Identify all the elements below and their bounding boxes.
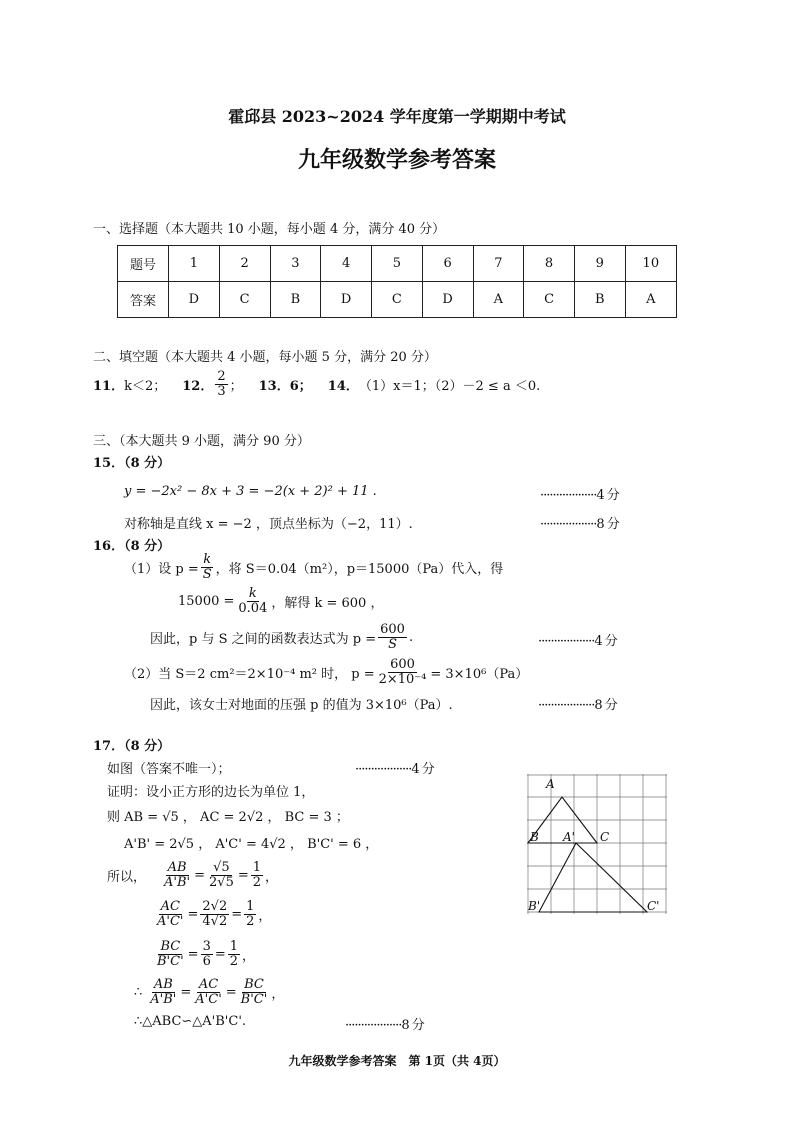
ratio-tail: ， <box>265 869 279 885</box>
table-cell: B <box>270 282 321 318</box>
fraction-denominator: 6 <box>202 953 211 969</box>
table-row <box>118 282 677 318</box>
q17-score-2: ··················8 分 <box>345 1018 424 1033</box>
ratio-fraction <box>244 900 256 928</box>
q16-line4 <box>124 658 528 686</box>
fraction-numerator: AB <box>167 860 187 875</box>
fraction-numerator: BC <box>244 977 264 992</box>
fraction-numerator: 1 <box>246 899 255 914</box>
q15-score-1: ··················4 分 <box>540 488 619 503</box>
fraction-numerator: 2√2 <box>202 899 228 914</box>
fraction-denominator: 2×10⁻⁴ <box>378 671 427 687</box>
q17-line2: 证明：设小正方形的边长为单位 1， <box>107 785 315 800</box>
ratio-fraction <box>193 978 223 1006</box>
fraction-denominator: 0.04 <box>238 600 268 616</box>
fraction-denominator: 2 <box>229 953 239 969</box>
ratio-fraction <box>251 861 263 889</box>
fraction-numerator: AC <box>198 977 219 992</box>
ratio-fraction <box>201 940 213 968</box>
q17-score-1: ··················4 分 <box>355 762 434 777</box>
ratio-fraction <box>148 978 178 1006</box>
q16-line3-a: 因此，p 与 S 之间的函数表达式为 p = <box>150 631 377 647</box>
section1-heading: 一、选择题（本大题共 10 小题，每小题 4 分，满分 40 分） <box>93 222 446 237</box>
fraction-numerator: AC <box>160 899 180 914</box>
table-cell: 3 <box>270 246 321 282</box>
ratio-row-4: ∴ $\frac{AB}{A'B'}$ = $\frac{AC}{A'C'}$ = $\frac{BC}{B'C'}$ ， <box>134 977 285 1007</box>
fraction-denominator: 2 <box>252 874 262 890</box>
q16-score-2: ··················8 分 <box>538 698 617 713</box>
fraction-numerator: BC <box>160 939 181 954</box>
fraction-denominator: A'C' <box>157 913 184 929</box>
table-cell: 6 <box>422 246 473 282</box>
q16-fraction-3 <box>378 623 407 651</box>
figure-label-a: A <box>546 777 555 791</box>
table-cell: D <box>321 282 372 318</box>
fraction-denominator: A'B' <box>164 874 191 890</box>
table-cell: 8 <box>524 246 575 282</box>
fraction-numerator: 3 <box>202 939 211 954</box>
q14-answer: （1）x＝1；（2）－2 ≤ a ＜0. <box>358 378 541 394</box>
table-row <box>118 246 677 282</box>
figure-label-a1: A' <box>563 830 575 844</box>
q15-score-2: ··················8 分 <box>540 517 619 532</box>
figure-label-c1: C' <box>647 899 660 913</box>
table-cell: D <box>422 282 473 318</box>
table-cell: C <box>219 282 270 318</box>
q16-line2-b: ，解得 k = 600 ， <box>271 595 384 611</box>
fraction-numerator: 600 <box>390 657 415 672</box>
q16-fraction-4 <box>377 658 429 686</box>
ratio-tail: ， <box>258 908 272 924</box>
q17-line3: 则 AB = √5 ， AC = 2√2 ， BC = 3 ； <box>107 810 349 825</box>
fraction-numerator: 1 <box>252 860 262 875</box>
q16-line3-b: . <box>408 629 414 645</box>
section3-heading: 三、（本大题共 9 小题，满分 90 分） <box>93 434 310 449</box>
ratio-tail: ， <box>242 948 256 964</box>
q17-label: 17．（8 分） <box>93 739 171 754</box>
ratio-fraction <box>155 900 185 928</box>
table-row-label: 题号 <box>118 246 169 282</box>
fraction-numerator: 600 <box>380 622 405 637</box>
answer-table <box>117 245 677 318</box>
q17-line4: A'B' = 2√5 ， A'C' = 4√2 ， B'C' = 6 ， <box>124 837 379 852</box>
ratio-row-2: $\frac{AC}{A'C'}$ = $\frac{2√2}{4√2}$ = $\frac{1}{2}$ ， <box>157 899 272 929</box>
table-cell: 7 <box>473 246 524 282</box>
q12-fraction <box>215 370 227 398</box>
table-cell: C <box>524 282 575 318</box>
ratio-fraction <box>239 978 270 1006</box>
q15-equation: y = −2x² − 8x + 3 = −2(x + 2)² + 11 . <box>124 484 377 499</box>
ratio-fraction <box>162 861 192 889</box>
q16-line2-a: 15000 = <box>178 593 235 609</box>
therefore-symbol: ∴ <box>134 984 143 1000</box>
table-cell: 10 <box>625 246 676 282</box>
fraction-denominator: A'C' <box>195 991 222 1007</box>
figure-label-b1: B' <box>528 899 541 913</box>
q14-number: 14． <box>327 378 359 394</box>
table-cell: B <box>574 282 625 318</box>
page-footer: 九年级数学参考答案 第 1页（共 4页） <box>288 1054 506 1068</box>
ratio-fraction <box>200 900 229 928</box>
q16-line3 <box>150 623 413 651</box>
q12-tail: ； <box>229 378 243 394</box>
fraction-denominator: B'C' <box>157 953 184 969</box>
triangle-a1b1c1 <box>539 843 647 912</box>
triangle-grid-figure <box>527 774 667 914</box>
q16-line2 <box>178 587 383 615</box>
table-cell: 2 <box>219 246 270 282</box>
fraction-denominator: 4√2 <box>202 913 228 929</box>
q16-line4-b: = 3×10⁶（Pa） <box>430 666 529 682</box>
so-prefix: 所以， <box>107 869 147 885</box>
fraction-numerator: k <box>203 552 212 567</box>
q16-fraction-1 <box>201 553 214 581</box>
table-cell: A <box>473 282 524 318</box>
table-cell: D <box>168 282 219 318</box>
similarity-conclusion: ∴△ABC∽△A'B'C'. <box>134 1014 247 1029</box>
fraction-numerator: √5 <box>213 860 230 875</box>
q16-line1 <box>124 553 503 581</box>
ratio-fraction <box>228 940 240 968</box>
page-title: 九年级数学参考答案 <box>297 147 496 173</box>
table-cell: 5 <box>371 246 422 282</box>
table-cell: C <box>371 282 422 318</box>
table-cell: 4 <box>321 246 372 282</box>
q16-line1-b: ，将 S＝0.04（m²），p＝15000（Pa）代入，得 <box>215 561 504 577</box>
fraction-denominator: B'C' <box>240 991 268 1007</box>
ratio-fraction <box>207 861 236 889</box>
fraction-numerator: AB <box>153 977 173 992</box>
q12-number: 12． <box>182 378 214 394</box>
fraction-numerator: 1 <box>229 939 239 954</box>
q15-axis-line: 对称轴是直线 x = −2 ，顶点坐标为（−2，11）. <box>124 517 413 532</box>
ratio-fraction <box>155 940 186 968</box>
figure-label-c: C <box>600 830 610 844</box>
table-cell: 9 <box>574 246 625 282</box>
figure-label-b: B <box>530 830 539 844</box>
fraction-numerator: k <box>248 586 257 601</box>
table-cell: 1 <box>168 246 219 282</box>
q13-answer: 13．6； <box>258 378 312 394</box>
q16-line5: 因此，该女士对地面的压强 p 的值为 3×10⁶（Pa）. <box>150 698 453 713</box>
grid-lines <box>527 774 667 914</box>
fraction-denominator: S <box>202 566 212 582</box>
ratio-row-3: $\frac{BC}{B'C'}$ = $\frac{3}{6}$ = $\frac{1}{2}$ ， <box>157 939 256 969</box>
fraction-numerator: 2 <box>217 369 226 384</box>
fraction-denominator: A'B' <box>150 991 177 1007</box>
ratio-row-1: 所以， $\frac{AB}{A'B'}$ = $\frac{√5}{2√5}$ = $\frac{1}{2}$ ， <box>107 860 279 890</box>
q16-label: 16．（8 分） <box>93 539 171 554</box>
ratio-tail: ， <box>271 986 285 1002</box>
fraction-denominator: 2√5 <box>209 874 234 890</box>
q16-fraction-2 <box>236 587 269 615</box>
q11-number: 11． <box>93 378 125 394</box>
q11-answer: k＜2； <box>124 378 167 394</box>
q15-label: 15．（8 分） <box>93 456 171 471</box>
q16-line4-a: （2）当 S＝2 cm²＝2×10⁻⁴ m² 时， p = <box>124 666 375 682</box>
section2-heading: 二、填空题（本大题共 4 小题，每小题 5 分，满分 20 分） <box>93 350 437 365</box>
fill-answers-line <box>93 370 540 398</box>
fraction-denominator: 3 <box>217 383 226 399</box>
exam-title: 霍邱县 2023~2024 学年度第一学期期中考试 <box>228 107 566 126</box>
q17-line1: 如图（答案不唯一）； <box>107 762 231 777</box>
q16-score-1: ··················4 分 <box>538 634 617 649</box>
table-cell: A <box>625 282 676 318</box>
q16-line1-a: （1）设 p = <box>124 561 199 577</box>
fraction-denominator: S <box>388 636 397 652</box>
fraction-denominator: 2 <box>246 913 255 929</box>
table-row-label: 答案 <box>118 282 169 318</box>
